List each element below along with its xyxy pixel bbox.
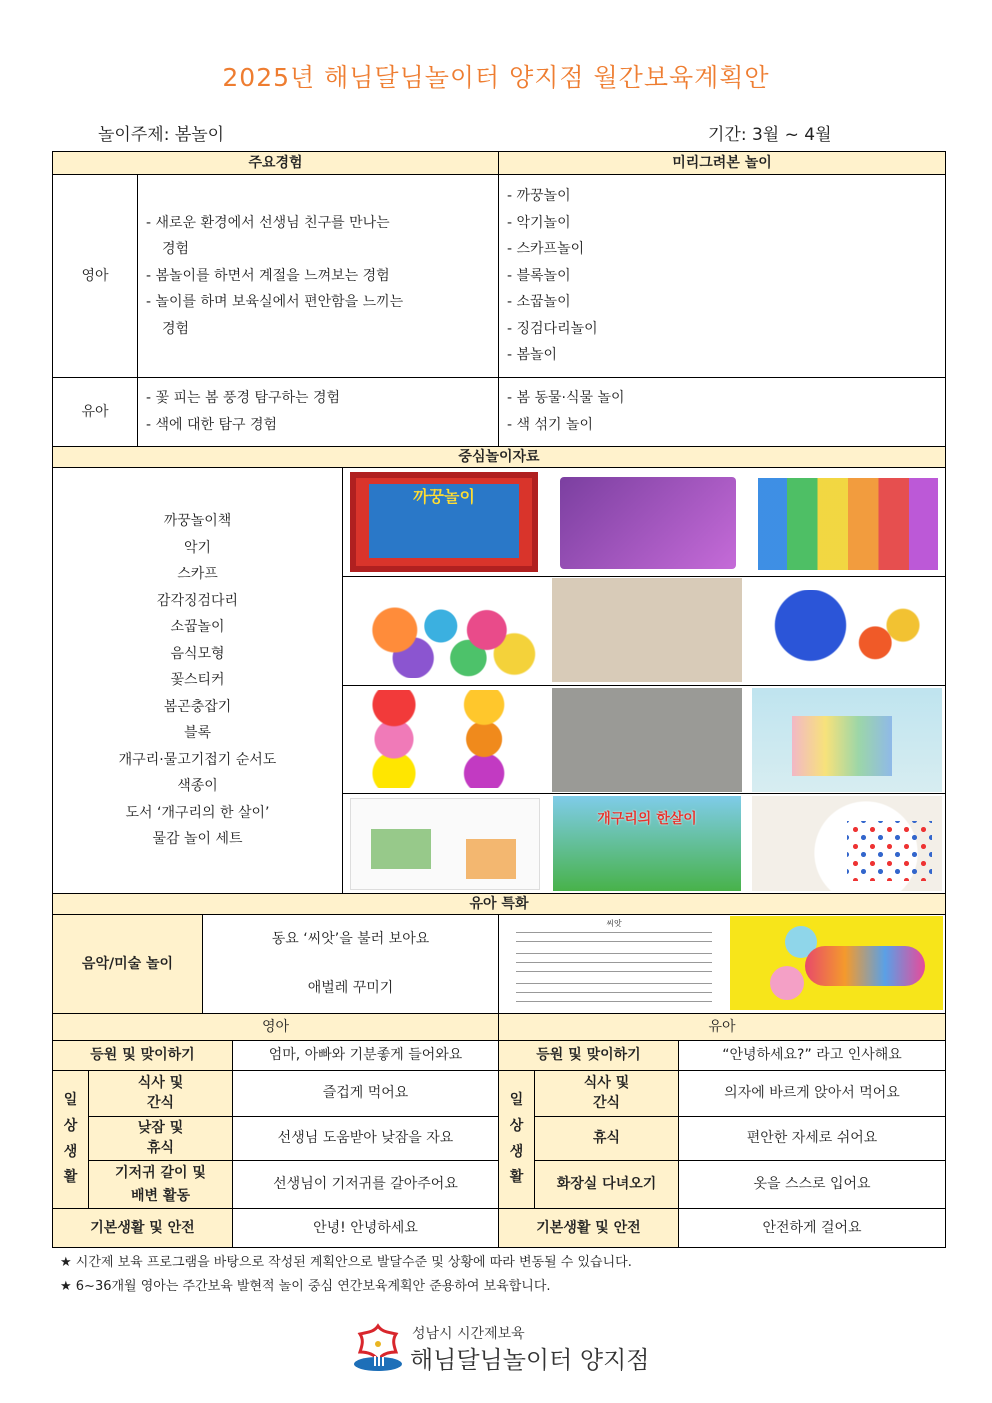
sensory-stepping-stones-photo	[358, 598, 542, 678]
infant-plays	[498, 174, 946, 378]
label-char: 활	[509, 1169, 524, 1186]
label-char: 생	[63, 1143, 78, 1160]
infant-label: 영아	[52, 174, 138, 378]
play-line: - 징검다리놀이	[507, 320, 598, 337]
materials-list	[52, 467, 343, 894]
period: 기간: 3월 ~ 4월	[708, 125, 832, 145]
material-item: 악기	[183, 539, 212, 556]
label-char: 일	[63, 1091, 78, 1108]
experience-line: - 새로운 환경에서 선생님 친구를 만나는	[146, 214, 390, 231]
label-char: 상	[509, 1117, 524, 1134]
note-1: ★ 시간제 보육 프로그램을 바탕으로 작성된 계획안으로 발달수준 및 상황에 따라 변동될 수 있습니다.	[60, 1255, 632, 1270]
material-item: 물감 놀이 세트	[152, 831, 243, 848]
play-line: - 블록놀이	[507, 267, 571, 284]
material-item: 도서 ‘개구리의 한 살이’	[125, 804, 270, 821]
infant-arrival: 엄마, 아빠와 기분좋게 들어와요	[232, 1040, 499, 1071]
header-materials: 중심놀이자료	[52, 446, 946, 468]
seongnam-logo-icon	[352, 1322, 404, 1372]
header-planned-play: 미리그려본 놀이	[498, 151, 946, 175]
toddler-experiences	[137, 377, 499, 447]
daily-toddler-header: 유아	[498, 1013, 946, 1041]
play-theme: 놀이주제: 봄놀이	[98, 125, 225, 145]
infant-safety: 안녕! 안녕하세요	[232, 1208, 499, 1248]
special-label: 음악/미술 놀이	[52, 914, 203, 1014]
experience-line: - 놀이를 하며 보육실에서 편안함을 느끼는	[146, 294, 404, 311]
experience-line: - 색에 대한 탐구 경험	[146, 417, 278, 433]
experience-line: - 꽃 피는 봄 풍경 탐구하는 경험	[146, 390, 341, 407]
toddler-meal-label	[534, 1070, 679, 1117]
insect-catching-photo	[552, 688, 742, 792]
special-activity-caterpillar: 애벌레 꾸미기	[202, 963, 499, 1014]
frog-life-book-photo	[553, 796, 741, 891]
toddler-toilet-label: 화장실 다녀오기	[534, 1160, 679, 1209]
label-char: 생	[509, 1143, 524, 1160]
label-line: 휴식	[146, 1139, 175, 1156]
label-char: 활	[63, 1169, 78, 1186]
toddler-label: 유아	[52, 377, 138, 447]
label-line: 간식	[146, 1094, 175, 1111]
toddler-meal: 의자에 바르게 앉아서 먹어요	[678, 1070, 946, 1117]
book-cover-title: 까꿍놀이	[369, 484, 519, 558]
toddler-safety: 안전하게 걸어요	[678, 1208, 946, 1248]
toddler-rest: 편안한 자세로 쉬어요	[678, 1116, 946, 1161]
food-model-photo	[755, 590, 940, 678]
play-kitchen-set-photo	[552, 578, 742, 682]
label-char: 일	[509, 1091, 524, 1108]
footer-subtitle: 성남시 시간제보육	[412, 1326, 525, 1342]
material-item: 스카프	[177, 566, 218, 583]
infant-arrival-label: 등원 및 맞이하기	[52, 1040, 233, 1071]
peekaboo-book-photo	[350, 472, 538, 572]
score-title: 씨앗	[516, 918, 712, 929]
experience-line: 경험	[162, 241, 190, 258]
label-line: 식사 및	[137, 1074, 184, 1091]
infant-experiences	[137, 174, 499, 378]
play-line: - 색 섞기 놀이	[507, 417, 594, 433]
watercolor-set-photo	[752, 796, 942, 891]
toddler-toilet: 옷을 스스로 입어요	[678, 1160, 946, 1209]
play-line: - 봄 동물·식물 놀이	[507, 390, 625, 407]
label-line: 배변 활동	[131, 1187, 190, 1204]
experience-line: - 봄놀이를 하면서 계절을 느껴보는 경험	[146, 267, 390, 284]
header-special: 유아 특화	[52, 893, 946, 915]
material-item: 까꿍놀이책	[163, 513, 232, 530]
play-line: - 봄놀이	[507, 347, 558, 364]
flower-sticker-photo	[360, 690, 530, 788]
infant-daily-life-label	[52, 1070, 89, 1209]
toddler-safety-label: 기본생활 및 안전	[498, 1208, 679, 1248]
play-line: - 소꿉놀이	[507, 294, 571, 311]
infant-meal: 즐겁게 먹어요	[232, 1070, 499, 1117]
toddler-rest-label: 휴식	[534, 1116, 679, 1161]
play-line: - 악기놀이	[507, 214, 571, 231]
toddler-plays	[498, 377, 946, 447]
header-main-experience: 주요경험	[52, 151, 499, 175]
label-char: 상	[63, 1117, 78, 1134]
page-title: 2025년 해님달님놀이터 양지점 월간보육계획안	[222, 63, 770, 92]
block-photo	[752, 688, 942, 792]
material-item: 소꿉놀이	[170, 619, 225, 636]
experience-line: 경험	[162, 320, 190, 337]
label-line: 간식	[592, 1094, 621, 1111]
infant-safety-label: 기본생활 및 안전	[52, 1208, 233, 1248]
toddler-daily-life-label	[498, 1070, 535, 1209]
play-line: - 까꿍놀이	[507, 187, 571, 204]
material-item: 꽃스티커	[170, 672, 225, 689]
footer-name: 해님달님놀이터 양지점	[410, 1346, 650, 1374]
toddler-arrival-label: 등원 및 맞이하기	[498, 1040, 679, 1071]
play-line: - 스카프놀이	[507, 241, 585, 258]
caterpillar-craft-image	[730, 916, 943, 1010]
special-activity-song: 동요 ‘씨앗’을 불러 보아요	[202, 914, 499, 964]
material-item: 블록	[183, 725, 212, 742]
infant-nap: 선생님 도움받아 낮잠을 자요	[232, 1116, 499, 1161]
label-line: 식사 및	[583, 1074, 630, 1091]
infant-diaper: 선생님이 기저귀를 갈아주어요	[232, 1160, 499, 1209]
toddler-arrival: “안녕하세요?” 라고 인사해요	[678, 1040, 946, 1071]
material-item: 음식모형	[170, 645, 225, 662]
scarf-photo	[758, 478, 938, 570]
instrument-set-photo	[560, 477, 736, 569]
material-item: 봄곤충잡기	[163, 698, 232, 715]
daily-infant-header: 영아	[52, 1013, 499, 1041]
frog-book-title: 개구리의 한살이	[597, 811, 697, 827]
infant-diaper-label	[88, 1160, 233, 1209]
material-item: 색종이	[177, 778, 218, 795]
material-item: 개구리·물고기접기 순서도	[118, 751, 277, 768]
note-2: ★ 6~36개월 영아는 주간보육 발현적 놀이 중심 연간보육계획안 준용하여 보육합니다.	[60, 1279, 551, 1294]
song-score-image	[516, 918, 712, 1008]
label-line: 기저귀 갈이 및	[115, 1165, 206, 1182]
infant-meal-label	[88, 1070, 233, 1117]
label-line: 낮잠 및	[137, 1119, 184, 1136]
infant-nap-label	[88, 1116, 233, 1161]
material-item: 감각징검다리	[156, 592, 239, 609]
folding-guide-photo	[350, 798, 540, 890]
